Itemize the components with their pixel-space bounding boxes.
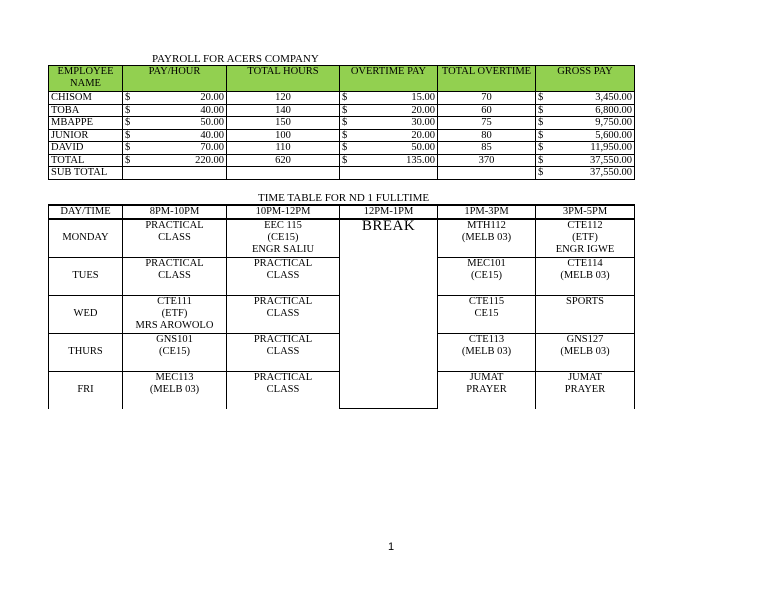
slot-line: SPORTS [566,295,604,307]
slot-line: ENGR SALIU [251,243,315,255]
slot-line: PRACTICAL [145,219,204,231]
amount: 50.00 [200,117,224,128]
slot-line: (MELB 03) [461,231,512,243]
payroll-row [49,129,635,142]
slot-line: (MELB 03) [560,269,610,281]
gross-pay-cell [536,117,635,130]
slot-line: (MELB 03) [149,383,200,395]
money-value [342,130,435,142]
payroll-column-header: OVERTIME PAY [340,66,438,92]
timetable-column-header: 1PM-3PM [438,205,536,219]
timetable-column-header: 8PM-10PM [123,205,227,219]
timetable-slot-cell [536,257,635,295]
timetable-column-header: 10PM-12PM [227,205,340,219]
slot-line: CTE115 [468,295,505,307]
timetable-row [49,219,635,258]
payroll-column-header: PAY/HOUR [123,66,227,92]
day-cell: TUES [49,257,123,295]
payroll-header-row [49,66,635,92]
payroll-column-header: GROSS PAY [536,66,635,92]
amount: 70.00 [200,142,224,153]
payroll-row [49,142,635,155]
money-value [538,130,632,142]
employee-name-cell: TOBA [49,104,123,117]
money-value [125,142,224,154]
timetable-slot-cell [123,219,227,258]
page-number: 1 [388,541,395,553]
timetable-slot-cell [227,371,340,409]
total-hours-cell: 120 [227,92,340,105]
gross-pay-cell [536,104,635,117]
slot-line: (ETF) [572,231,598,243]
employee-name-cell: TOTAL [49,154,123,167]
currency-symbol: $ [538,167,544,178]
money-value [125,117,224,129]
slot-line: PRAYER [564,383,606,395]
total-hours-cell: 110 [227,142,340,155]
empty-cell [438,167,536,180]
slot-line: GNS101 [156,333,193,345]
slot-line: CLASS [266,307,300,319]
money-value [538,92,632,104]
pay-hour-cell [123,104,227,117]
timetable-slot-cell [438,333,536,371]
money-value [125,130,224,142]
money-value [342,142,435,154]
timetable-column-header: DAY/TIME [49,205,123,219]
timetable-slot-cell [536,295,635,333]
employee-name-cell: JUNIOR [49,129,123,142]
slot-line: CLASS [158,269,191,281]
amount: 50.00 [411,142,435,153]
timetable-slot-cell [227,295,340,333]
employee-name-cell: DAVID [49,142,123,155]
pay-hour-cell [123,154,227,167]
total-overtime-cell: 70 [438,92,536,105]
timetable-slot-cell [227,333,340,371]
slot-line: CE15 [474,307,499,319]
total-overtime-cell: 60 [438,104,536,117]
money-value [342,105,435,117]
timetable-column-header: 12PM-1PM [340,205,438,219]
currency-symbol: $ [125,129,131,141]
timetable-slot-cell [123,371,227,409]
amount: 37,550.00 [590,154,632,166]
slot-line: CLASS [266,345,300,357]
empty-cell [227,167,340,180]
currency-symbol: $ [342,129,348,141]
overtime-pay-cell [340,129,438,142]
timetable-slot-cell [227,219,340,258]
timetable-slot-cell [123,295,227,333]
money-value [538,117,632,129]
subtotal-gross-pay-cell [536,167,635,180]
currency-symbol: $ [538,104,544,116]
payroll-column-header: TOTAL OVERTIME [438,66,536,92]
currency-symbol: $ [342,154,348,166]
currency-symbol: $ [342,142,348,153]
slot-line: (ETF) [161,307,188,319]
timetable-slot-cell [536,371,635,409]
day-cell: WED [49,295,123,333]
overtime-pay-cell [340,117,438,130]
day-cell: MONDAY [49,219,123,258]
slot-line: CLASS [266,383,300,395]
day-cell: THURS [49,333,123,371]
gross-pay-cell [536,154,635,167]
slot-line: (CE15) [159,345,190,357]
amount: 135.00 [406,154,435,166]
slot-line: CLASS [158,231,191,243]
slot-line: (CE15) [471,269,502,281]
currency-symbol: $ [538,117,544,128]
timetable-slot-cell [438,371,536,409]
slot-line: PRACTICAL [145,257,204,269]
slot-line: CLASS [266,269,300,281]
amount: 20.00 [411,129,435,141]
money-value [538,105,632,117]
slot-line: MEC101 [467,257,506,269]
day-cell: FRI [49,371,123,409]
slot-line: PRACTICAL [253,257,313,269]
total-hours-cell: 620 [227,154,340,167]
amount: 40.00 [200,129,224,141]
amount: 5,600.00 [595,129,632,141]
amount: 20.00 [411,104,435,116]
empty-cell [340,167,438,180]
amount: 3,450.00 [595,92,632,103]
pay-hour-cell [123,142,227,155]
slot-line: PRAYER [466,383,507,395]
slot-line: EEC 115 [264,219,302,231]
amount: 20.00 [200,92,224,103]
amount: 30.00 [411,117,435,128]
total-overtime-cell: 75 [438,117,536,130]
pay-hour-cell [123,92,227,105]
slot-line: CTE111 [157,295,192,307]
slot-line: MTH112 [467,219,506,231]
timetable-slot-cell [123,257,227,295]
slot-line: (CE15) [267,231,299,243]
currency-symbol: $ [125,92,131,103]
slot-line: PRACTICAL [253,371,313,383]
slot-line: (MELB 03) [560,345,610,357]
total-overtime-cell: 80 [438,129,536,142]
payroll-table [48,65,635,180]
currency-symbol: $ [125,154,131,166]
slot-line: ENGR IGWE [555,243,615,255]
payroll-row [49,117,635,130]
gross-pay-cell [536,142,635,155]
timetable-table [48,204,635,409]
pay-hour-cell [123,117,227,130]
total-hours-cell: 100 [227,129,340,142]
payroll-row [49,104,635,117]
overtime-pay-cell [340,142,438,155]
amount: 6,800.00 [595,104,632,116]
employee-name-cell: MBAPPE [49,117,123,130]
timetable-slot-cell [438,219,536,258]
payroll-title: PAYROLL FOR ACERS COMPANY [152,53,319,65]
money-value [342,155,435,167]
money-value [538,155,632,167]
empty-cell [123,167,227,180]
money-value [125,155,224,167]
timetable-title: TIME TABLE FOR ND 1 FULLTIME [258,192,430,204]
currency-symbol: $ [125,117,131,128]
payroll-subtotal-row [49,167,635,180]
total-hours-cell: 150 [227,117,340,130]
money-value [342,92,435,104]
payroll-column-header: EMPLOYEE NAME [49,66,123,92]
gross-pay-cell [536,92,635,105]
money-value [342,117,435,129]
slot-line: MRS AROWOLO [135,319,214,331]
slot-line: CTE113 [468,333,505,345]
timetable-slot-cell [536,219,635,258]
amount: 220.00 [195,154,224,166]
slot-line: PRACTICAL [253,333,313,345]
payroll-row [49,92,635,105]
timetable-slot-cell [438,257,536,295]
slot-line: (MELB 03) [461,345,512,357]
currency-symbol: $ [342,117,348,128]
amount: 11,950.00 [590,142,632,153]
currency-symbol: $ [538,154,544,166]
timetable-slot-cell [123,333,227,371]
money-value [125,105,224,117]
slot-line: PRACTICAL [253,295,313,307]
gross-pay-cell [536,129,635,142]
money-value [538,167,632,179]
currency-symbol: $ [538,92,544,103]
employee-name-cell: CHISOM [49,92,123,105]
slot-line: JUMAT [469,371,504,383]
slot-line: JUMAT [568,371,602,383]
subtotal-label: SUB TOTAL [49,167,123,180]
payroll-column-header: TOTAL HOURS [227,66,340,92]
currency-symbol: $ [342,104,348,116]
timetable-column-header: 3PM-5PM [536,205,635,219]
currency-symbol: $ [538,129,544,141]
overtime-pay-cell [340,104,438,117]
currency-symbol: $ [538,142,544,153]
total-overtime-cell: 85 [438,142,536,155]
slot-line: CTE114 [567,257,603,269]
currency-symbol: $ [342,92,348,103]
amount: 40.00 [200,104,224,116]
currency-symbol: $ [125,104,131,116]
slot-line: MEC113 [155,371,194,383]
overtime-pay-cell [340,92,438,105]
amount: 37,550.00 [590,167,632,178]
overtime-pay-cell [340,154,438,167]
payroll-row [49,154,635,167]
money-value [125,92,224,104]
slot-line: GNS127 [566,333,604,345]
timetable-slot-cell [438,295,536,333]
money-value [538,142,632,154]
pay-hour-cell [123,129,227,142]
total-hours-cell: 140 [227,104,340,117]
timetable-slot-cell [227,257,340,295]
amount: 15.00 [411,92,435,103]
currency-symbol: $ [125,142,131,153]
total-overtime-cell: 370 [438,154,536,167]
timetable-header-row [49,205,635,219]
break-cell: BREAK [340,219,438,409]
amount: 9,750.00 [595,117,632,128]
timetable-slot-cell [536,333,635,371]
slot-line: CTE112 [567,219,603,231]
